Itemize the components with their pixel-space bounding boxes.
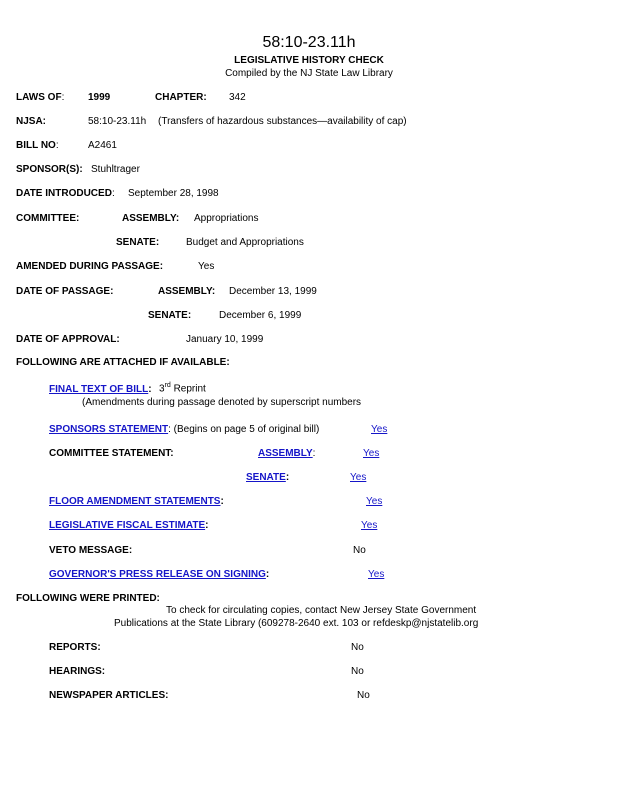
njsa-value: 58:10-23.11h — [88, 116, 147, 127]
approval-label: DATE OF APPROVAL: — [16, 334, 120, 345]
date-introduced-value: September 28, 1998 — [128, 188, 219, 199]
committee-senate-label: SENATE: — [116, 237, 160, 248]
floor-amendment-yes-link[interactable]: Yes — [366, 496, 383, 507]
passage-assembly-value: December 13, 1999 — [229, 286, 317, 297]
committee-label: COMMITTEE: — [16, 213, 80, 224]
passage-senate-value: December 6, 1999 — [219, 310, 302, 321]
passage-senate-label: SENATE: — [148, 310, 192, 321]
laws-of-year: 1999 — [88, 92, 111, 103]
hearings-label: HEARINGS: — [49, 666, 106, 677]
fiscal-estimate-yes-link[interactable]: Yes — [361, 520, 378, 531]
floor-amendment-link[interactable]: FLOOR AMENDMENT STATEMENTS — [49, 496, 221, 507]
floor-amendment-row: FLOOR AMENDMENT STATEMENTS: — [49, 496, 224, 507]
final-text-link[interactable]: FINAL TEXT OF BILL — [49, 384, 149, 395]
bill-no-label: BILL NO: — [16, 140, 59, 151]
laws-of-label: LAWS OF: — [16, 92, 65, 103]
amended-label: AMENDED DURING PASSAGE: — [16, 261, 164, 272]
newspaper-value: No — [357, 690, 370, 701]
passage-assembly-label: ASSEMBLY: — [158, 286, 216, 297]
bill-no-value: A2461 — [88, 140, 117, 151]
document-title: LEGISLATIVE HISTORY CHECK — [234, 55, 384, 66]
njsa-description: (Transfers of hazardous substances—availability of cap) — [158, 116, 407, 127]
committee-assembly-value: Appropriations — [194, 213, 259, 224]
sponsors-statement-row: SPONSORS STATEMENT: (Begins on page 5 of original bill) — [49, 424, 320, 435]
committee-statement-senate: SENATE: — [246, 472, 290, 483]
committee-assembly-yes-link[interactable]: Yes — [363, 448, 380, 459]
sponsors-value: Stuhltrager — [91, 164, 140, 175]
reports-value: No — [351, 642, 364, 653]
press-release-row: GOVERNOR'S PRESS RELEASE ON SIGNING: — [49, 569, 270, 580]
approval-value: January 10, 1999 — [186, 334, 264, 345]
printed-note-line1: To check for circulating copies, contact New Jersey State Government — [166, 605, 477, 616]
committee-statement-label: COMMITTEE STATEMENT: — [49, 448, 174, 459]
fiscal-estimate-link[interactable]: LEGISLATIVE FISCAL ESTIMATE — [49, 520, 206, 531]
committee-senate-link[interactable]: SENATE — [246, 472, 286, 483]
chapter-label: CHAPTER: — [155, 92, 207, 103]
press-release-yes-link[interactable]: Yes — [368, 569, 385, 580]
reports-label: REPORTS: — [49, 642, 101, 653]
committee-assembly-link[interactable]: ASSEMBLY — [258, 448, 313, 459]
sponsors-statement-link[interactable]: SPONSORS STATEMENT — [49, 424, 169, 435]
press-release-link[interactable]: GOVERNOR'S PRESS RELEASE ON SIGNING — [49, 569, 266, 580]
chapter-value: 342 — [229, 92, 246, 103]
hearings-value: No — [351, 666, 364, 677]
final-text-reprint: 3rd Reprint — [159, 382, 206, 395]
sponsors-statement-yes-link[interactable]: Yes — [371, 424, 388, 435]
date-introduced-label: DATE INTRODUCED: — [16, 188, 115, 199]
amended-value: Yes — [198, 261, 215, 272]
compiled-by: Compiled by the NJ State Law Library — [225, 68, 393, 79]
newspaper-label: NEWSPAPER ARTICLES: — [49, 690, 169, 701]
njsa-label: NJSA: — [16, 116, 47, 127]
printed-heading: FOLLOWING WERE PRINTED: — [16, 593, 160, 604]
committee-statement-assembly: ASSEMBLY: — [258, 448, 316, 459]
final-text-row: FINAL TEXT OF BILL: — [49, 384, 152, 395]
committee-senate-yes-link[interactable]: Yes — [350, 472, 367, 483]
committee-assembly-label: ASSEMBLY: — [122, 213, 180, 224]
veto-value: No — [353, 545, 366, 556]
final-text-note: (Amendments during passage denoted by superscript numbers — [82, 397, 362, 408]
sponsors-label: SPONSOR(S): — [16, 164, 83, 175]
committee-senate-value: Budget and Appropriations — [186, 237, 304, 248]
attached-heading: FOLLOWING ARE ATTACHED IF AVAILABLE: — [16, 357, 230, 368]
veto-label: VETO MESSAGE: — [49, 545, 133, 556]
printed-note-line2: Publications at the State Library (609278-2640 ext. 103 or refdeskp@njstatelib.org — [114, 618, 479, 629]
statute-title: 58:10-23.11h — [262, 34, 356, 51]
fiscal-estimate-row: LEGISLATIVE FISCAL ESTIMATE: — [49, 520, 209, 531]
passage-label: DATE OF PASSAGE: — [16, 286, 114, 297]
